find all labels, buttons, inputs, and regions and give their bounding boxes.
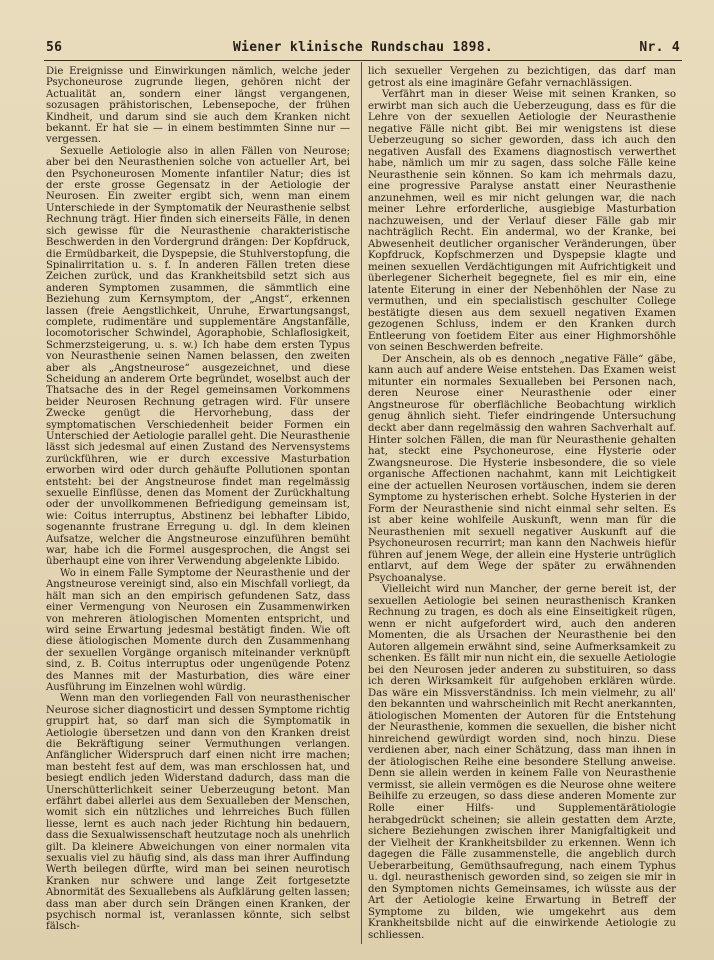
paragraph: Vielleicht wird nun Mancher, der gerne bereit ist, der sexuellen Aetiologie bei seinen neurasthenisch Kranken Rechnung zu tragen, es doch als eine Einseitigkeit rügen, wenn er nicht aufgefordert wird, auch den anderen Momenten, die als Ursachen der Neurasthenie bei den Autoren allgemein erwähnt sind, seine Aufmerksamkeit zu schenken. Es fällt mir nun nicht ein, die sexuelle Aetiologie bei den Neurosen jeder anderen zu substituiren, so dass ich deren Wirksamkeit für aufgehoben erklären würde. Das wäre ein Missverständniss. Ich mein vielmehr, zu all' den bekannten und wahrscheinlich mit Recht anerkannten, ätiologischen Momenten der Autoren für die Entstehung der Neurasthenie, kommen die sexuellen, die bisher nicht hinreichend gewürdigt worden sind, noch hinzu. Diese verdienen aber, nach einer Schätzung, dass man ihnen in der ätiologischen Reihe eine besondere Stellung anweise. Denn sie allein werden in keinem Falle von Neurasthenie vermisst, sie allein vermögen es die Neurose ohne weitere Beihilfe zu erzeugen, so dass diese anderen Momente zur Rolle einer Hilfs- und Supplementärätiologie herabgedrückt scheinen; sie allein gestatten dem Arzte, sichere Beziehungen zwischen ihrer Manigfaltigkeit und der Vielheit der Krankheitsbilder zu erkennen. Wenn ich dagegen die Fälle zusammenstelle, die angeblich durch Ueberarbeitung, Gemüthsaufregung, nach einem Typhus u. dgl. neurasthenisch geworden sind, so zeigen sie mir in den Symptomen nichts Gemeinsames, ich wüsste aus der Art der Aetiologie keine Erwartung in Betreff der Symptome zu bilden, wie umgekehrt aus dem Krankheitsbilde nicht auf die einwirkende Aetiologie zu schliessen. bbox=[368, 584, 676, 941]
masthead: Wiener klinische Rundschau 1898. bbox=[232, 40, 494, 55]
paragraph: Verfährt man in dieser Weise mit seinen Kranken, so erwirbt man sich auch die Ueberzeugung, dass es für die Lehre von der sexuellen Aetiologie der Neurasthenie negative Fälle nicht gibt. Bei mir wenigstens ist diese Ueberzeugung so sicher geworden, dass ich auch den negativen Ausfall des Examens diagnostisch verwerthet habe, nämlich um mir zu sagen, dass solche Fälle keine Neurasthenie sein können. So kam ich mehrmals dazu, eine progressive Paralyse anstatt einer Neurasthenie anzunehmen, weil es mir nicht gelungen war, die nach meiner Lehre erforderliche, ausgiebige Masturbation nachzuweisen, und der Verlauf dieser Fälle gab mir nachträglich Recht. Ein andermal, wo der Kranke, bei Abwesenheit deutlicher organischer Veränderungen, über Kopfdruck, Kopfschmerzen und Dyspepsie klagte und meinen sexuellen Verdächtigungen mit Aufrichtigkeit und überlegener Sicherheit begegnete, fiel es mir ein, eine latente Eiterung in einer der Nebenhöhlen der Nase zu vermuthen, und ein specialistisch geschulter College bestätigte diesen aus dem sexuell negativen Examen gezogenen Schluss, indem er den Kranken durch Entleerung von foetidem Eiter aus einer Highmorshöhle von seinen Beschwerden befreite. bbox=[368, 89, 676, 354]
paragraph: Wenn man den vorliegenden Fall von neurasthenischer Neurose sicher diagnosticirt und dessen Symptome richtig gruppirt hat, so darf man sich die Symptomatik in Aetiologie übersetzen und dann von den Kranken dreist die Bekräftigung seiner Vermuthungen verlangen. Anfänglicher Widerspruch darf einen nicht irre machen; man besteht fest auf dem, was man erschlossen hat, und besiegt endlich jeden Widerstand dadurch, dass man die Unerschütterlichkeit seiner Ueberzeugung betont. Man erfährt dabei allerlei aus dem Sexualleben der Menschen, womit sich ein nützliches und lehrreiches Buch füllen liesse, lernt es auch nach jeder Richtung hin bedauern, dass die Sexualwissenschaft heutzutage noch als unehrlich gilt. Da kleinere Abweichungen von einer normalen vita sexualis viel zu häufig sind, als dass man ihrer Auffindung Werth beilegen dürfte, wird man bei seinen neurotisch Kranken nur schwere und lange Zeit fortgesetzte Abnormität des Sexuallebens als Aufklärung gelten lassen; dass man aber durch sein Drängen einen Kranken, der psychisch normal ist, veranlassen könnte, sich selbst fälsch- bbox=[46, 693, 350, 933]
paragraph: Wo in einem Falle Symptome der Neurasthenie und der Angstneurose vereinigt sind, also ein Mischfall vorliegt, da hält man sich an den empirisch gefundenen Satz, dass einer Vermengung von Neurosen ein Zusammenwirken von mehreren ätiologischen Momenten entspricht, und wird seine Erwartung jedesmal bestätigt finden. Wie oft diese ätiologischen Momente durch den Zusammenhang der sexuellen Vorgänge organisch miteinander verknüpft sind, z. B. Coitus interruptus oder ungenügende Potenz des Mannes mit der Masturbation, dies wäre einer Ausführung im Einzelnen wohl würdig. bbox=[46, 567, 350, 693]
paragraph: Die Ereignisse und Einwirkungen nämlich, welche jeder Psychoneurose zugrunde liegen, gehören nicht der Actualität an, sondern einer längst vergangenen, sozusagen prähistorischen, Lebensepoche, der frühen Kindheit, und darum sind sie auch dem Kranken nicht bekannt. Er hat sie — in einem bestimmten Sinne nur — vergessen. bbox=[46, 66, 350, 146]
header-rule bbox=[44, 60, 682, 61]
page-header bbox=[46, 40, 680, 60]
paragraph: Der Anschein, als ob es dennoch „negative Fälle“ gäbe, kann auch auf andere Weise entstehen. Das Examen weist mitunter ein normales Sexualleben bei Personen nach, deren Neurose einer Neurasthenie oder einer Angstneurose für oberflächliche Beobachtung wirklich genug ähnlich sieht. Tiefer eindringende Untersuchung deckt aber dann regelmässig den wahren Sachverhalt auf. Hinter solchen Fällen, die man für Neurasthenie gehalten hat, steckt eine Psychoneurose, eine Hysterie oder Zwangsneurose. Die Hysterie insbesondere, die so viele organische Affectionen nachahmt, kann mit Leichtigkeit eine der actuellen Neurosen vortäuschen, indem sie deren Symptome zu hysterischen erhebt. Solche Hysterien in der Form der Neurasthenie sind nicht einmal sehr selten. Es ist aber keine wohlfeile Auskunft, wenn man für die Neurasthenien mit sexuell negativer Auskunft auf die Psychoneurosen recurrirt; man kann den Nachweis hiefür führen auf jenem Wege, der allein eine Hysterie untrüglich entlarvt, auf dem Wege der später zu erwähnenden Psychoanalyse. bbox=[368, 353, 676, 584]
left-column bbox=[46, 66, 350, 933]
right-column bbox=[368, 66, 676, 941]
column-divider bbox=[361, 62, 362, 944]
issue-number: Nr. 4 bbox=[639, 40, 680, 55]
paragraph: Sexuelle Aetiologie also in allen Fällen von Neurose; aber bei den Neurasthenien solche von actueller Art, bei den Psychoneurosen Momente infantiler Natur; dies ist der erste grosse Gegensatz in der Aetiologie der Neurosen. Ein zweiter ergibt sich, wenn man einem Unterschiede in der Symptomatik der Neurasthenie selbst Rechnung trägt. Hier finden sich einerseits Fälle, in denen sich gewisse für die Neurasthenie charakteristische Beschwerden in den Vordergrund drängen: Der Kopfdruck, die Ermüdbarkeit, die Dyspepsie, die Stuhlverstopfung, die Spinalirritation u. s. f. In anderen Fällen treten diese Zeichen zurück, und das Krankheitsbild setzt sich aus anderen Symptomen zusammen, die sämmtlich eine Beziehung zum Kernsymptom, der „Angst“, erkennen lassen (freie Aengstlichkeit, Unruhe, Erwartungsangst, complete, rudimentäre und supplementäre Angstanfälle, locomotorischer Schwindel, Agoraphobie, Schlaflosigkeit, Schmerzsteigerung, u. s. w.) Ich habe dem ersten Typus von Neurasthenie seinen Namen belassen, den zweiten aber als „Angstneurose“ ausgezeichnet, und diese Scheidung an anderem Orte begründet, woselbst auch der Thatsache des in der Regel gemeinsamen Vorkommens beider Neurosen Rechnung getragen wird. Für unsere Zwecke genügt die Hervorhebung, dass der symptomatischen Verschiedenheit beider Formen ein Unterschied der Aetiologie parallel geht. Die Neurasthenie lässt sich jedesmal auf einen Zustand des Nervensystems zurückführen, wie er durch excessive Masturbation erworben wird oder durch gehäufte Pollutionen spontan entsteht: bei der Angstneurose findet man regelmässig sexuelle Einflüsse, denen das Moment der Zurückhaltung oder der unvollkommenen Befriedigung gemeinsam ist, wie: Coitus interruptus, Abstinenz bei lebhafter Libido, sogenannte frustrane Erregung u. dgl. In dem kleinen Aufsatze, welcher die Angstneurose einzuführen bemüht war, habe ich die Formel ausgesprochen, die Angst sei überhaupt eine von ihrer Verwendung abgelenkte Libido. bbox=[46, 145, 350, 568]
page-number: 56 bbox=[46, 40, 63, 55]
paragraph: lich sexueller Vergehen zu bezichtigen, das darf man getrost als eine imaginäre Gefahr vernachlässigen. bbox=[368, 66, 676, 89]
